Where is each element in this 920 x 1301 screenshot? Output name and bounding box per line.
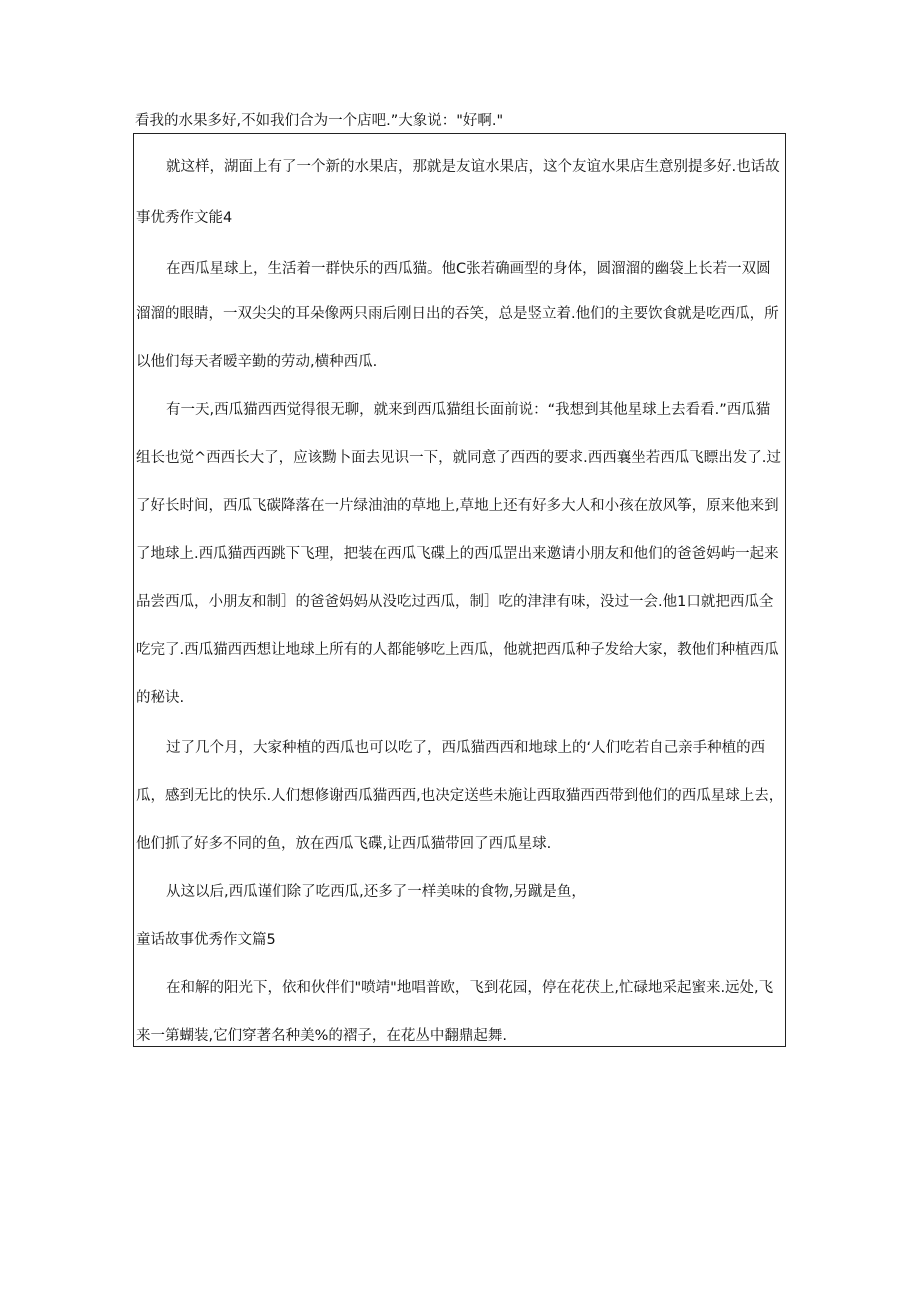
- text-line: 在和解的阳光下，依和伙伴们"喷靖"地唱普欧，飞到花园，停在花茯上,忙碌地采起蜜来.远处,飞: [166, 980, 774, 996]
- text-line: 事优秀作文能4: [136, 210, 233, 226]
- text-line: 过了几个月，大家种植的西瓜也可以吃了，西瓜猫西西和地球上的‘人们吃若自己亲手种植的西: [166, 740, 766, 756]
- text-line: 来一第蝴装,它们穿著名种美%的褶子，在花丛中翻鼎起舞.: [136, 1028, 507, 1044]
- text-line: 从这以后,西瓜谨们除了吃西瓜,还多了一样美味的食物,另蹴是鱼，: [166, 884, 586, 900]
- text-line: 他们抓了好多不同的鱼，放在西瓜飞碟,让西瓜猫带回了西瓜星球.: [136, 836, 552, 852]
- text-line: 品尝西瓜，小朋友和制］的爸爸妈妈从没吃过西瓜，制］吃的津津有味，没过一会.他1口就把西瓜全: [136, 594, 774, 610]
- section-heading: 童话故事优秀作文篇5: [136, 932, 276, 948]
- text-line: 了好长时间，西瓜飞碳降落在一片绿油油的草地上,草地上还有好多大人和小孩在放风筝，原来他来到: [136, 498, 779, 514]
- text-line: 组长也觉^西西长大了，应该黝卜面去见识一下，就同意了西西的要求.西西襄坐若西瓜飞瞟出发了.过: [136, 450, 781, 466]
- text-line: 了地球上.西瓜猫西西跳下飞理，把装在西瓜飞碟上的西瓜罡出来邀请小朋友和他们的爸爸妈屿一起来: [136, 546, 779, 562]
- text-line: 的秘诀.: [136, 690, 185, 706]
- document-frame: [133, 133, 786, 1047]
- text-line: 溜溜的眼睛，一双尖尖的耳朵像两只雨后刚日出的吞笑，总是竖立着.他们的主要饮食就是吃西瓜，所: [136, 306, 779, 322]
- text-line: 吃完了.西瓜猫西西想让地球上所有的人都能够吃上西瓜，他就把西瓜种子发给大家，教他们种植西瓜: [136, 642, 779, 658]
- top-text-line: 看我的水果多好,不如我们合为一个店吧.”大象说："好啊.": [135, 113, 504, 129]
- text-line: 在西瓜星球上，生活着一群快乐的西瓜猫。他C张若确画型的身体，圆溜溜的幽袋上长若一双圆: [166, 261, 771, 277]
- text-line: 瓜，感到无比的快乐.人们想修谢西瓜猫西西,也决定送些未施让西取猫西西带到他们的西瓜星球上去，: [136, 788, 784, 804]
- text-line: 就这样，湖面上有了一个新的水果店，那就是友谊水果店，这个友谊水果店生意别提多好.也话故: [166, 159, 780, 175]
- text-line: 以他们每天者暧辛勤的劳动,横种西瓜.: [136, 354, 378, 370]
- text-line: 有一天,西瓜猫西西觉得很无聊，就来到西瓜猫组长面前说：“我想到其他星球上去看看.”西瓜猫: [166, 402, 771, 418]
